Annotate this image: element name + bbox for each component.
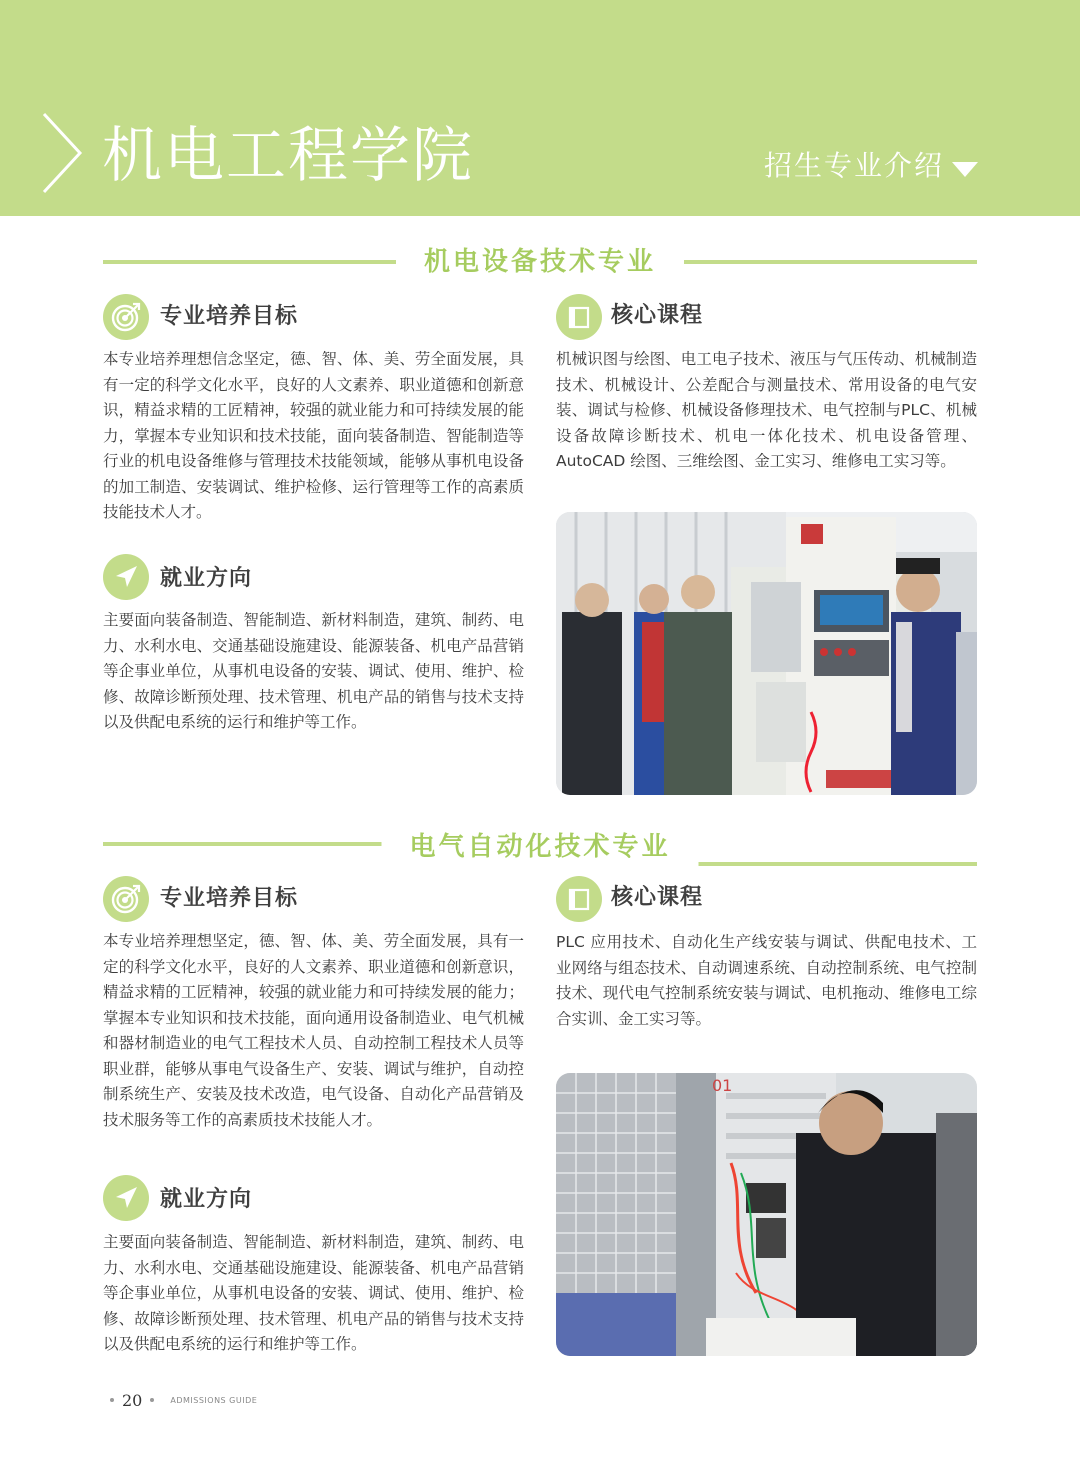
divider-line-left bbox=[103, 842, 388, 846]
goal-heading: 专业培养目标 bbox=[160, 304, 299, 329]
page-subtitle: 招生专业介绍 bbox=[763, 149, 944, 182]
guide-label: ADMISSIONS GUIDE bbox=[170, 1395, 258, 1405]
target-icon bbox=[103, 294, 149, 340]
footer-dot bbox=[150, 1398, 154, 1402]
career-heading: 就业方向 bbox=[160, 1187, 253, 1212]
footer-dot bbox=[110, 1398, 114, 1402]
goal-text: 本专业培养理想信念坚定，德、智、体、美、劳全面发展，具有一定的科学文化水平，良好的人文素养、职业道德和创新意识，精益求精的工匠精神，较强的就业能力和可持续发展的能力，掌握本专业知识和技术技能，面向装备制造、智能制造等行业的机电设备维修与管理技术技能领域，能够从事机电设备的加工制造、安装调试、维护检修、运行管理等工作的高素质技能技术人才。 bbox=[103, 350, 524, 521]
major-heading-1 bbox=[103, 240, 977, 284]
navigation-arrow-icon bbox=[103, 1175, 149, 1221]
courses-text: PLC 应用技术、自动化生产线安装与调试、供配电技术、工业网络与组态技术、自动调速系统、自动控制系统、电气控制技术、现代电气控制系统安装与调试、电机拖动、维修电工综合实训、金工实习等。 bbox=[556, 933, 977, 1028]
page-footer bbox=[110, 1390, 257, 1410]
triangle-down-icon bbox=[952, 160, 978, 178]
electrical-training-photo bbox=[556, 1073, 977, 1356]
career-text: 主要面向装备制造、智能制造、新材料制造，建筑、制药、电力、水利水电、交通基础设施建设、能源装备、机电产品营销等企事业单位，从事机电设备的安装、调试、使用、维护、检修、故障诊断预处理、技术管理、机电产品的销售与技术支持以及供配电系统的运行和维护等工作。 bbox=[103, 611, 524, 731]
courses-heading: 核心课程 bbox=[611, 885, 704, 910]
courses-text: 机械识图与绘图、电工电子技术、液压与气压传动、机械制造技术、机械设计、公差配合与测量技术、常用设备的电气安装、调试与检修、机械设备修理技术、电气控制与PLC、机械设备故障诊断技术、机电一体化技术、机电设备管理、AutoCAD 绘图、三维绘图、金工实习、维修电工实习等。 bbox=[556, 350, 977, 470]
divider-line-right bbox=[693, 862, 977, 866]
goal-text: 本专业培养理想坚定，德、智、体、美、劳全面发展，具有一定的科学文化水平，良好的人文素养、职业道德和创新意识，精益求精的工匠精神，较强的就业能力和可持续发展的能力；掌握本专业知识和技术技能，面向通用设备制造业、电气机械和器材制造业的电气工程技术人员、自动控制工程技术人员等职业群，能够从事电气设备生产、安装、调试与维护，自动控制系统生产、安装及技术改造，电气设备、自动化产品营销及技术服务等工作的高素质技术技能人才。 bbox=[103, 932, 524, 1129]
career-heading: 就业方向 bbox=[160, 566, 253, 591]
chevron-right-icon bbox=[40, 112, 84, 194]
career-text: 主要面向装备制造、智能制造、新材料制造，建筑、制药、电力、水利水电、交通基础设施建设、能源装备、机电产品营销等企事业单位，从事机电设备的安装、调试、使用、维护、检修、故障诊断预处理、技术管理、机电产品的销售与技术支持以及供配电系统的运行和维护等工作。 bbox=[103, 1233, 524, 1353]
major-name: 机电设备技术专业 bbox=[396, 240, 684, 284]
major-heading-2 bbox=[103, 825, 977, 869]
cnc-workshop-photo bbox=[556, 512, 977, 795]
book-icon bbox=[556, 294, 602, 340]
page-number: 20 bbox=[122, 1390, 143, 1410]
courses-heading: 核心课程 bbox=[611, 303, 704, 328]
book-icon bbox=[556, 876, 602, 922]
navigation-arrow-icon bbox=[103, 554, 149, 600]
panel-sign: 01 bbox=[712, 1076, 733, 1095]
goal-heading: 专业培养目标 bbox=[160, 886, 299, 911]
target-icon bbox=[103, 876, 149, 922]
major-name: 电气自动化技术专业 bbox=[381, 825, 698, 869]
page-header bbox=[0, 0, 1080, 216]
page-title: 机电工程学院 bbox=[102, 121, 474, 191]
